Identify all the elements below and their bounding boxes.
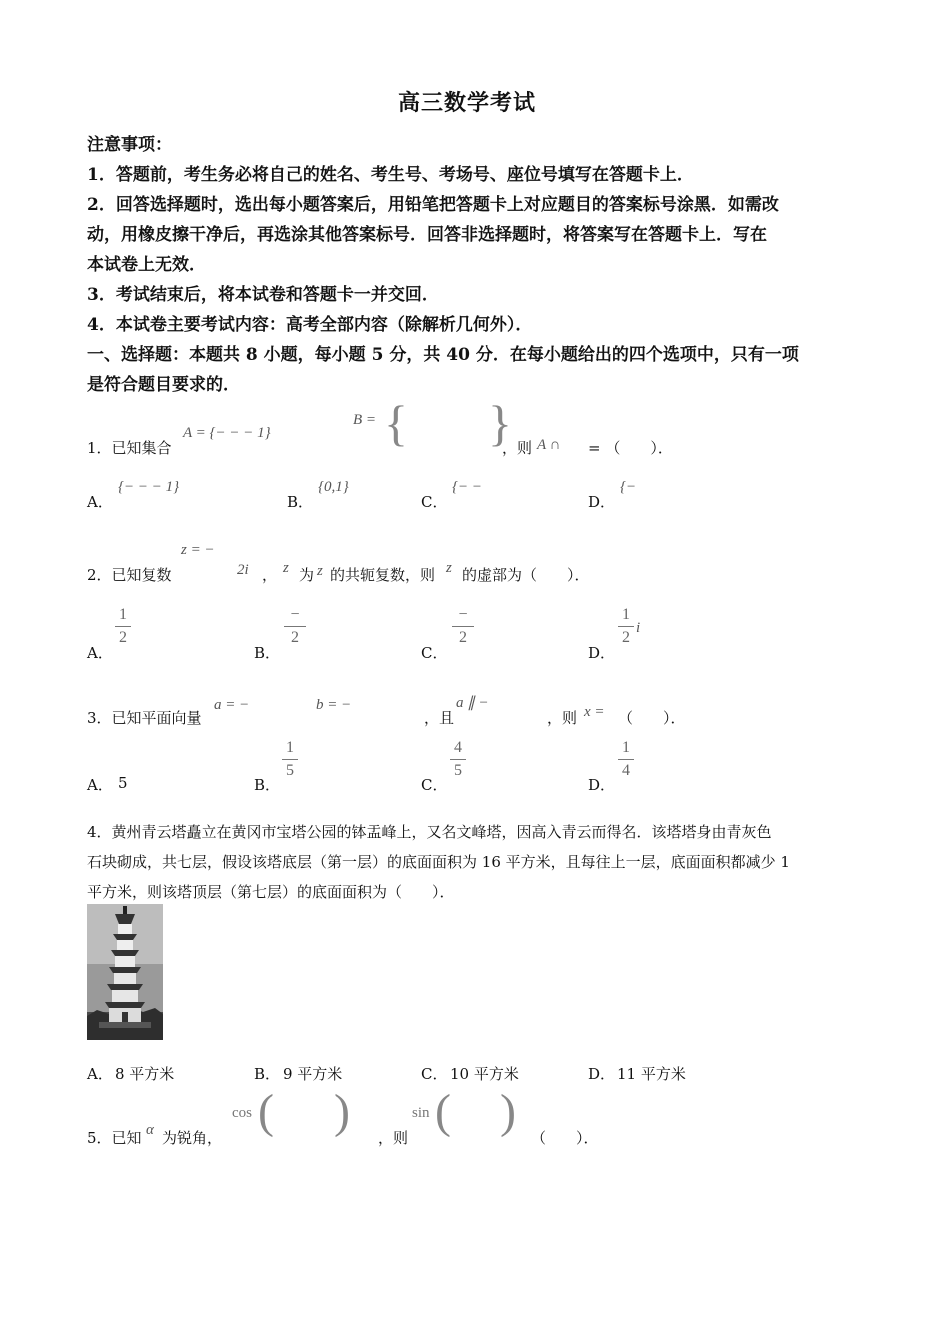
question-2-text: 为 bbox=[299, 566, 315, 584]
vector-a-expression: a = − bbox=[214, 697, 250, 713]
sin-function: sin bbox=[412, 1105, 430, 1121]
fraction-denominator: 5 bbox=[286, 762, 294, 779]
option-d-math: {− bbox=[620, 479, 637, 495]
vector-b-expression: b = − bbox=[316, 697, 352, 713]
option-b-label: B． bbox=[287, 493, 314, 511]
option-d-label: D． bbox=[588, 493, 616, 511]
option-c-label: C． bbox=[421, 493, 448, 511]
option-c-fraction bbox=[450, 739, 466, 780]
notice-item: 4．本试卷主要考试内容：高考全部内容（除解析几何外）． bbox=[87, 315, 533, 335]
option-b-label: B． bbox=[254, 644, 281, 662]
option-b-math: {0,1} bbox=[318, 479, 349, 495]
section-heading: 一、选择题：本题共 8 小题，每小题 5 分，共 40 分．在每小题给出的四个选项中，只有一项 bbox=[87, 345, 799, 365]
page-title: 高三数学考试 bbox=[398, 90, 537, 116]
option-c-math: {− − bbox=[452, 479, 482, 495]
option-d-fraction bbox=[618, 606, 634, 647]
fraction-denominator: 5 bbox=[454, 762, 462, 779]
fraction-numerator: 1 bbox=[622, 606, 630, 623]
pagoda-photo bbox=[87, 904, 163, 1040]
option-b-fraction bbox=[284, 606, 306, 647]
notice-item: 3．考试结束后，将本试卷和答题卡一并交回． bbox=[87, 285, 439, 305]
question-5-prefix: 5．已知 bbox=[87, 1129, 142, 1147]
sin-right-paren-icon: ) bbox=[500, 1085, 516, 1138]
option-d-label: D． bbox=[588, 1065, 616, 1083]
question-2-text: ， bbox=[262, 566, 278, 584]
notice-item: 动，用橡皮擦干净后，再选涂其他答案标号．回答非选择题时，将答案写在答题卡上．写在 bbox=[87, 225, 767, 245]
intersection-expression: A ∩ bbox=[537, 437, 561, 453]
option-c-label: C． bbox=[421, 776, 448, 794]
option-a-label: A． bbox=[87, 644, 113, 662]
fraction-numerator: − bbox=[458, 606, 468, 623]
fraction-denominator: 2 bbox=[622, 629, 630, 646]
set-a-expression: A = {− − − 1} bbox=[183, 425, 271, 441]
option-a-label: A． bbox=[87, 1065, 113, 1083]
fraction-numerator: − bbox=[290, 606, 300, 623]
notice-item: 本试卷上无效． bbox=[87, 255, 206, 275]
option-d-imaginary-unit: i bbox=[636, 620, 641, 636]
complex-number-expression: z = − bbox=[181, 542, 215, 558]
question-3-text: ，则 bbox=[547, 709, 578, 727]
notice-heading: 注意事项： bbox=[87, 135, 172, 155]
fraction-numerator: 1 bbox=[119, 606, 127, 623]
x-expression: x = bbox=[584, 704, 605, 720]
option-c-label: C． bbox=[421, 1065, 448, 1083]
question-2-text: 的共轭复数，则 bbox=[330, 566, 436, 584]
sin-left-paren-icon: ( bbox=[435, 1085, 451, 1138]
fraction-denominator: 2 bbox=[119, 629, 127, 646]
cos-left-paren-icon: ( bbox=[258, 1085, 274, 1138]
option-d-label: D． bbox=[588, 776, 616, 794]
question-1-prefix: 1．已知集合 bbox=[87, 439, 172, 457]
option-a-text: 8 平方米 bbox=[115, 1065, 175, 1083]
question-2-end: 的虚部为（ ）． bbox=[462, 566, 590, 584]
option-a-value: 5 bbox=[118, 774, 128, 792]
question-3-prefix: 3．已知平面向量 bbox=[87, 709, 202, 727]
section-heading: 是符合题目要求的． bbox=[87, 375, 240, 395]
option-d-label: D． bbox=[588, 644, 616, 662]
question-4-line: 4．黄州青云塔矗立在黄冈市宝塔公园的钵盂峰上，又名文峰塔，因高入青云而得名．该塔塔身由青灰色 bbox=[87, 823, 772, 841]
question-5-text: 为锐角， bbox=[162, 1129, 223, 1147]
option-b-fraction bbox=[282, 739, 298, 780]
set-b-left-brace-icon: { bbox=[384, 395, 408, 451]
notice-item: 1．答题前，考生务必将自己的姓名、考生号、考场号、座位号填写在答题卡上． bbox=[87, 165, 694, 185]
fraction-numerator: 1 bbox=[286, 739, 294, 756]
set-b-right-brace-icon: } bbox=[488, 395, 512, 451]
question-5-end: （ ）． bbox=[531, 1129, 599, 1147]
option-b-label: B． bbox=[254, 1065, 281, 1083]
option-a-math: {− − − 1} bbox=[118, 479, 180, 495]
option-c-label: C． bbox=[421, 644, 448, 662]
cos-right-paren-icon: ) bbox=[334, 1085, 350, 1138]
option-d-text: 11 平方米 bbox=[617, 1065, 686, 1083]
option-b-text: 9 平方米 bbox=[283, 1065, 343, 1083]
question-3-end: （ ）． bbox=[618, 709, 686, 727]
question-5-text: ，则 bbox=[378, 1129, 409, 1147]
option-c-text: 10 平方米 bbox=[450, 1065, 519, 1083]
parallel-condition: a ∥ − bbox=[456, 695, 489, 711]
question-1-tail: ，则 bbox=[502, 439, 533, 457]
option-a-label: A． bbox=[87, 776, 113, 794]
question-1-end: = （ ）． bbox=[588, 439, 673, 457]
option-a-label: A． bbox=[87, 493, 113, 511]
option-b-label: B． bbox=[254, 776, 281, 794]
alpha-symbol: α bbox=[146, 1122, 154, 1138]
question-4-line: 石块砌成，共七层，假设该塔底层（第一层）的底面面积为 16 平方米，且每往上一层，底面面积都减少 1 bbox=[87, 853, 790, 871]
option-a-fraction bbox=[115, 606, 131, 647]
question-3-text: ，且 bbox=[424, 709, 455, 727]
z-symbol: z bbox=[317, 563, 323, 579]
fraction-denominator: 2 bbox=[291, 629, 299, 646]
z-symbol: z bbox=[446, 560, 452, 576]
question-4-line: 平方米，则该塔顶层（第七层）的底面面积为（ ）． bbox=[87, 883, 455, 901]
fraction-numerator: 1 bbox=[622, 739, 630, 756]
question-2-prefix: 2．已知复数 bbox=[87, 566, 172, 584]
conjugate-symbol: z bbox=[283, 560, 289, 576]
complex-number-denominator: 2i bbox=[237, 562, 249, 578]
cos-function: cos bbox=[232, 1105, 252, 1121]
fraction-denominator: 4 bbox=[622, 762, 630, 779]
notice-item: 2．回答选择题时，选出每小题答案后，用铅笔把答题卡上对应题目的答案标号涂黑．如需改 bbox=[87, 195, 779, 215]
set-b-label: B = bbox=[353, 412, 377, 428]
fraction-denominator: 2 bbox=[459, 629, 467, 646]
option-c-fraction bbox=[452, 606, 474, 647]
option-d-fraction bbox=[618, 739, 634, 780]
fraction-numerator: 4 bbox=[454, 739, 462, 756]
